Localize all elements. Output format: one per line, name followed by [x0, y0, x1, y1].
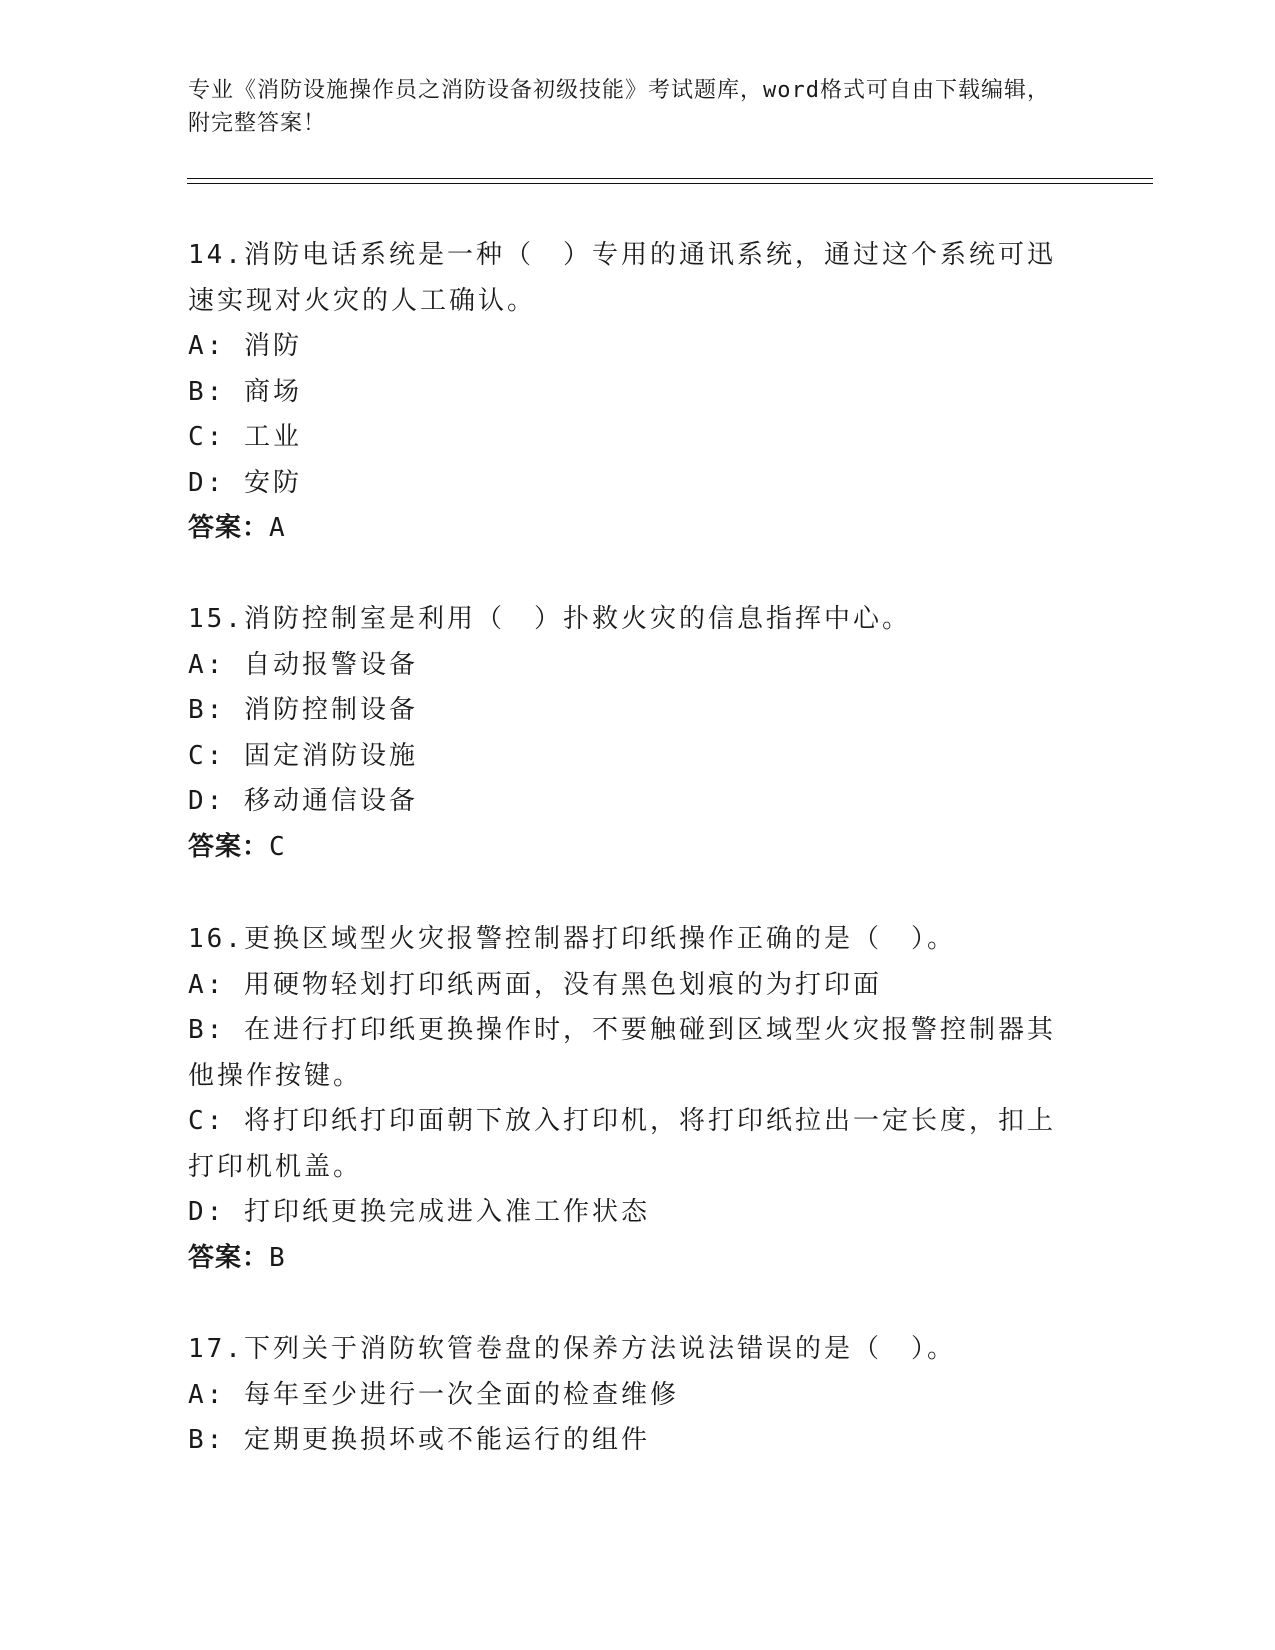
- header-divider-top: [187, 178, 1153, 179]
- question-15: [188, 597, 1078, 870]
- option-b: B: 定期更换损坏或不能运行的组件: [188, 1425, 650, 1455]
- option-d: D: 打印纸更换完成进入准工作状态: [188, 1197, 650, 1227]
- option-b: B: 消防控制设备: [188, 695, 418, 725]
- question-text: 14.消防电话系统是一种（ ）专用的通讯系统，通过这个系统可迅速实现对火灾的人工确认。: [188, 240, 1056, 316]
- option-a: A: 自动报警设备: [188, 649, 418, 680]
- question-17: [188, 1327, 1078, 1464]
- option-d: D: 移动通信设备: [188, 786, 418, 816]
- document-header: 专业《消防设施操作员之消防设备初级技能》考试题库，word格式可自由下载编辑，附完整答案！: [188, 78, 1050, 136]
- option-a: A: 用硬物轻划打印纸两面，没有黑色划痕的为打印面: [188, 969, 882, 1000]
- option-a: A: 每年至少进行一次全面的检查维修: [188, 1379, 679, 1410]
- option-c: C: 工业: [188, 422, 302, 452]
- question-text: 15.消防控制室是利用（ ）扑救火灾的信息指挥中心。: [188, 604, 911, 634]
- option-b: B: 在进行打印纸更换操作时，不要触碰到区域型火灾报警控制器其他操作按键。: [188, 1015, 1056, 1091]
- answer-label: 答案：: [188, 831, 270, 862]
- answer-line: [188, 825, 1078, 871]
- answer-label: 答案：: [188, 513, 270, 543]
- question-text: 16.更换区域型火灾报警控制器打印纸操作正确的是（ ）。: [188, 924, 956, 954]
- answer-label: 答案：: [188, 1242, 270, 1273]
- question-14: [188, 233, 1078, 552]
- header-divider-bottom: [187, 183, 1153, 184]
- option-b: B: 商场: [188, 376, 302, 407]
- option-d: D: 安防: [188, 467, 302, 498]
- option-c: C: 将打印纸打印面朝下放入打印机，将打印纸拉出一定长度，扣上打印机机盖。: [188, 1106, 1056, 1182]
- option-c: C: 固定消防设施: [188, 740, 418, 771]
- answer-value: C: [269, 831, 286, 862]
- answer-line: [188, 1236, 1078, 1282]
- answer-value: B: [269, 1242, 286, 1273]
- question-16: [188, 917, 1078, 1281]
- question-text: 17.下列关于消防软管卷盘的保养方法说法错误的是（ ）。: [188, 1334, 956, 1364]
- answer-value: A: [269, 513, 286, 543]
- option-a: A: 消防: [188, 331, 302, 361]
- answer-line: [188, 506, 1078, 552]
